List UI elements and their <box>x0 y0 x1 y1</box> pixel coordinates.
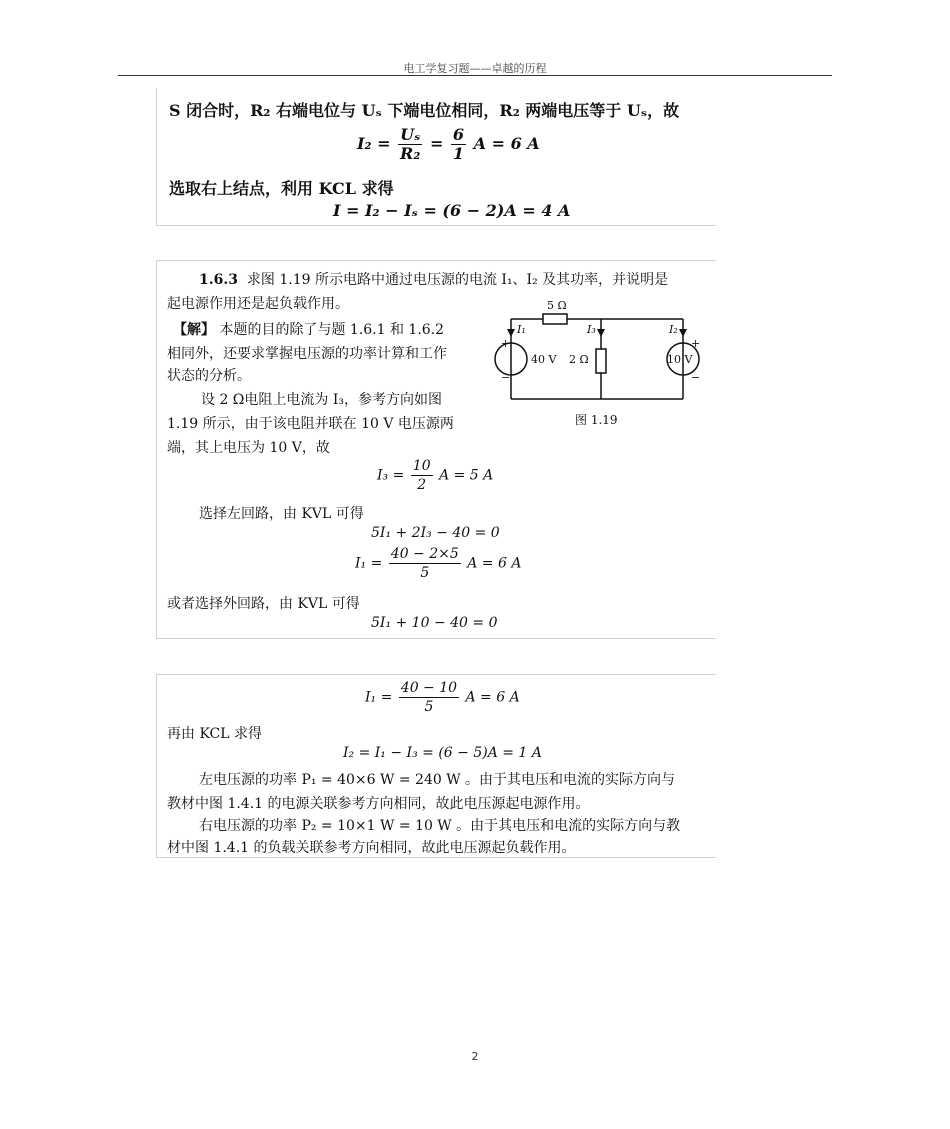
arrow-i3-icon <box>597 329 605 337</box>
label-minus-left: − <box>501 371 511 384</box>
text-line: S 闭合时，R₂ 右端电位与 Uₛ 下端电位相同，R₂ 两端电压等于 Uₛ，故 <box>169 101 680 120</box>
page-number: 2 <box>471 1050 479 1063</box>
resistor-5-ohm <box>543 314 567 324</box>
solution-line: 状态的分析。 <box>167 368 251 384</box>
page-header-title: 电工学复习题——卓越的历程 <box>403 62 547 75</box>
equation-i3: I₃ = $\frac{10}{2}$ A = 5 A <box>377 458 494 493</box>
panel-problem-1-6-3 <box>156 260 716 639</box>
problem-number: 1.6.3 <box>199 272 238 288</box>
label-2-ohm: 2 Ω <box>569 353 589 366</box>
equation-i2: I₂ = $\frac{\text{Uₛ}}{\text{R₂}}$ = $\frac{6}{1}$ A = 6 A <box>357 125 540 163</box>
equation-i2-kcl: I₂ = I₁ − I₃ = (6 − 5)A = 1 A <box>343 745 542 761</box>
kvl-line: 选择左回路，由 KVL 可得 <box>199 506 364 522</box>
arrow-i2-icon <box>679 329 687 337</box>
label-i3: I₃ <box>587 323 596 336</box>
label-plus-left: + <box>501 337 511 350</box>
resistor-2-ohm <box>596 349 606 373</box>
label-40v: 40 V <box>531 353 557 366</box>
solution-line: 端，其上电压为 10 V，故 <box>167 440 330 456</box>
solution-line: 1.19 所示，由于该电阻并联在 10 V 电压源两 <box>167 416 454 432</box>
text-line: 选取右上结点，利用 KCL 求得 <box>169 179 394 198</box>
alt-line: 或者选择外回路，由 KVL 可得 <box>167 596 360 612</box>
equation-i1-outer: I₁ = $\frac{40 - 10}{5}$ A = 6 A <box>365 680 520 715</box>
arrow-i1-icon <box>507 329 515 337</box>
problem-statement-line2: 起电源作用还是起负载作用。 <box>167 296 349 312</box>
label-5-ohm: 5 Ω <box>547 299 567 312</box>
label-plus-right: + <box>691 337 701 350</box>
equation-outer-loop: 5I₁ + 10 − 40 = 0 <box>371 615 498 631</box>
equation-i1: I₁ = $\frac{40 - 2\times 5}{5}$ A = 6 A <box>355 546 522 581</box>
panel-continued-solution <box>156 674 716 858</box>
circuit-diagram <box>491 289 703 409</box>
problem-statement-line1: 1.6.3 求图 1.19 所示电路中通过电压源的电流 I₁、I₂ 及其功率，并说明是 <box>199 272 669 288</box>
solution-line: 设 2 Ω电阻上电流为 I₃，参考方向如图 <box>201 392 443 408</box>
equation-kvl: 5I₁ + 2I₃ − 40 = 0 <box>371 525 500 541</box>
power-line: 教材中图 1.4.1 的电源关联参考方向相同，故此电压源起电源作用。 <box>167 796 590 812</box>
equation-i: I = I₂ − Iₛ = (6 − 2)A = 4 A <box>333 201 571 220</box>
label-i1: I₁ <box>517 323 526 336</box>
solution-line: 相同外，还要求掌握电压源的功率计算和工作 <box>167 346 447 362</box>
power-line: 材中图 1.4.1 的负载关联参考方向相同，故此电压源起负载作用。 <box>167 840 576 856</box>
label-minus-right: − <box>691 371 701 384</box>
power-line: 左电压源的功率 P₁ = 40×6 W = 240 W 。由于其电压和电流的实际方向与 <box>199 772 676 788</box>
label-i2: I₂ <box>669 323 678 336</box>
solution-line: 【解】 本题的目的除了与题 1.6.1 和 1.6.2 <box>173 322 445 338</box>
power-line: 右电压源的功率 P₂ = 10×1 W = 10 W 。由于其电压和电流的实际方向与教 <box>199 818 681 834</box>
panel-continuation <box>156 88 716 226</box>
header-divider <box>118 75 832 76</box>
label-10v: 10 V <box>667 353 693 366</box>
figure-caption: 图 1.19 <box>575 413 618 427</box>
kcl-line: 再由 KCL 求得 <box>167 726 262 742</box>
